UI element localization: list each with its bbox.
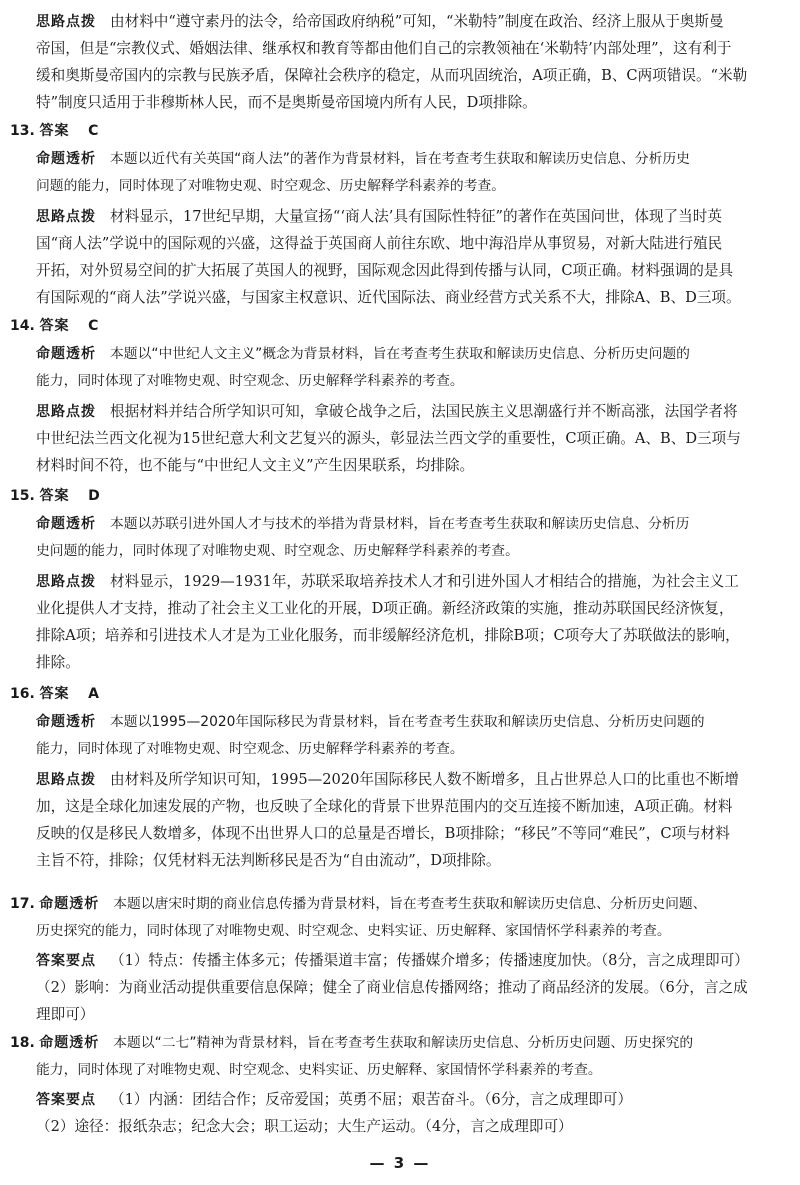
hint-label: 思路点拨 — [36, 574, 96, 590]
analysis-text: 问题的能力，同时体现了对唯物史观、时空观念、历史解释学科素养的考查。 — [36, 178, 506, 194]
hint-text: 排除。 — [36, 654, 80, 671]
analysis-label: 命题透析 — [36, 714, 96, 730]
page-number: — 3 — — [369, 1154, 431, 1172]
analysis-text: 能力，同时体现了对唯物史观、时空观念、史料实证、历史解释、家国情怀学科素养的考查。 — [36, 1062, 602, 1078]
hint-text: 缓和奥斯曼帝国内的宗教与民族矛盾，保障社会秩序的稳定，从而巩固统治，A项正确，B、C两项错误。“米勒 — [36, 67, 748, 84]
hint-text: 有国际观的“商人法”学说兴盛，与国家主权意识、近代国际法、商业经营方式关系不大，排除A、B、D三项。 — [36, 289, 741, 306]
key-points-label: 答案要点 — [36, 1092, 96, 1108]
answer-label: 答案 — [39, 123, 70, 139]
key-points-text: （1）内涵：团结合作；反帝爱国；英勇不屈；艰苦奋斗。（6分，言之成理即可） — [110, 1091, 633, 1108]
hint-text: 材料显示，1929—1931年，苏联采取培养技术人才和引进外国人才相结合的措施，为社会主义工 — [110, 573, 739, 590]
analysis-label: 命题透析 — [36, 516, 96, 532]
key-points-label: 答案要点 — [36, 953, 96, 969]
question-number: 14. — [10, 318, 35, 334]
hint-text: 中世纪法兰西文化视为15世纪意大利文艺复兴的源头，彰显法兰西文学的重要性，C项正确。A、B、D三项与 — [36, 430, 741, 447]
analysis-text: 历史探究的能力，同时体现了对唯物史观、时空观念、史料实证、历史解释、家国情怀学科素养的考查。 — [36, 923, 671, 939]
hint-text: 特”制度只适用于非穆斯林人民，而不是奥斯曼帝国境内所有人民，D项排除。 — [36, 94, 537, 111]
analysis-text: 本题以“二七”精神为背景材料，旨在考查考生获取和解读历史信息、分析历史问题、历史探究的 — [113, 1035, 694, 1051]
hint-text: 主旨不符，排除；仅凭材料无法判断移民是否为“自由流动”，D项排除。 — [36, 852, 501, 869]
hint-label: 思路点拨 — [36, 14, 96, 30]
hint-text: 反映的仅是移民人数增多，体现不出世界人口的总量是否增长，B项排除；“移民”不等同“难民”，C项与材料 — [36, 825, 730, 842]
analysis-text: 本题以苏联引进外国人才与技术的举措为背景材料，旨在考查考生获取和解读历史信息、分析历 — [110, 516, 690, 532]
hint-text: 开拓，对外贸易空间的扩大拓展了英国人的视野，国际观念因此得到传播与认同，C项正确。材料强调的是具 — [36, 262, 734, 279]
analysis-label: 命题透析 — [36, 346, 96, 362]
answer-value: C — [88, 318, 99, 334]
key-points-text: （1）特点：传播主体多元；传播渠道丰富；传播媒介增多；传播速度加快。（8分，言之成理即可） — [110, 952, 749, 969]
answer-label: 答案 — [39, 488, 70, 504]
analysis-text: 本题以1995—2020年国际移民为背景材料，旨在考查考生获取和解读历史信息、分析历史问题的 — [110, 714, 705, 730]
answer-value: A — [88, 686, 99, 702]
hint-label: 思路点拨 — [36, 404, 96, 420]
hint-label: 思路点拨 — [36, 772, 96, 788]
analysis-label: 命题透析 — [39, 896, 100, 912]
analysis-label: 命题透析 — [39, 1035, 100, 1051]
hint-text: 由材料中“遵守素丹的法令，给帝国政府纳税”可知，“米勒特”制度在政治、经济上服从于奥斯曼 — [110, 13, 724, 30]
key-points-text: （2）影响：为商业活动提供重要信息保障；健全了商业信息传播网络；推动了商品经济的发展。（6分，言之成 — [36, 979, 748, 996]
analysis-text: 史问题的能力，同时体现了对唯物史观、时空观念、历史解释学科素养的考查。 — [36, 543, 519, 559]
hint-text: 业化提供人才支持，推动了社会主义工业化的开展，D项正确。新经济政策的实施，推动苏联国民经济恢复， — [36, 600, 734, 617]
answer-value: C — [88, 123, 99, 139]
key-points-text: 理即可） — [36, 1006, 95, 1023]
question-number: 16. — [10, 686, 35, 702]
question-number: 17. — [10, 896, 35, 912]
answer-label: 答案 — [39, 318, 70, 334]
analysis-text: 能力，同时体现了对唯物史观、时空观念、历史解释学科素养的考查。 — [36, 741, 464, 757]
key-points-text: （2）途径：报纸杂志；纪念大会；职工运动；大生产运动。（4分，言之成理即可） — [36, 1118, 573, 1135]
hint-text: 排除A项；培养和引进技术人才是为工业化服务，而非缓解经济危机，排除B项；C项夸大了苏联做法的影响， — [36, 627, 740, 644]
answer-value: D — [88, 488, 100, 504]
answer-label: 答案 — [39, 686, 70, 702]
analysis-label: 命题透析 — [36, 151, 96, 167]
hint-text: 由材料及所学知识可知，1995—2020年国际移民人数不断增多，且占世界总人口的比重也不断增 — [110, 771, 739, 788]
hint-text: 材料时间不符，也不能与“中世纪人文主义”产生因果联系，均排除。 — [36, 457, 475, 474]
hint-text: 材料显示，17世纪早期，大量宣扬“‘商人法’具有国际性特征”的著作在英国问世，体现了当时英 — [110, 208, 722, 225]
question-number: 13. — [10, 123, 35, 139]
hint-text: 根据材料并结合所学知识可知，拿破仑战争之后，法国民族主义思潮盛行并不断高涨，法国学者将 — [110, 403, 738, 420]
question-number: 15. — [10, 488, 35, 504]
hint-text: 加，这是全球化加速发展的产物，也反映了全球化的背景下世界范围内的交互连接不断加速，A项正确。材料 — [36, 798, 733, 815]
analysis-text: 本题以近代有关英国“商人法”的著作为背景材料，旨在考查考生获取和解读历史信息、分析历史 — [110, 151, 690, 167]
hint-label: 思路点拨 — [36, 209, 96, 225]
hint-text: 帝国，但是“宗教仪式、婚姻法律、继承权和教育等都由他们自己的宗教领袖在‘米勒特’内部处理”，这有利于 — [36, 40, 732, 57]
question-number: 18. — [10, 1035, 35, 1051]
hint-text: 国“商人法”学说中的国际观的兴盛，这得益于英国商人前往东欧、地中海沿岸从事贸易，对新大陆进行殖民 — [36, 235, 723, 252]
analysis-text: 能力，同时体现了对唯物史观、时空观念、历史解释学科素养的考查。 — [36, 373, 464, 389]
analysis-text: 本题以唐宋时期的商业信息传播为背景材料，旨在考查考生获取和解读历史信息、分析历史问题、 — [113, 896, 707, 912]
analysis-text: 本题以“中世纪人文主义”概念为背景材料，旨在考查考生获取和解读历史信息、分析历史问题的 — [110, 346, 690, 362]
